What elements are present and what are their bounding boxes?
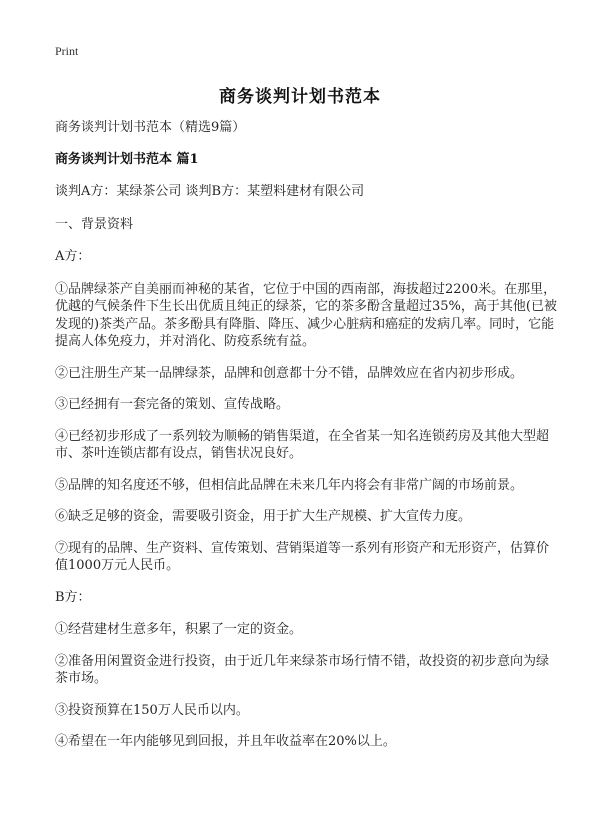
party-b-item: ①经营建材生意多年，积累了一定的资金。 <box>55 622 303 637</box>
party-b-item: ③投资预算在150万人民币以内。 <box>55 702 249 718</box>
party-a-label: A方： <box>55 249 91 264</box>
party-a-item: ⑥缺乏足够的资金，需要吸引资金，用于扩大生产规模、扩大宣传力度。 <box>55 509 472 524</box>
party-a-item: ①品牌绿茶产自美丽而神秘的某省，它位于中国的西南部，海拔超过2200米。在那里，优越的气候条件下生长出优质且纯正的绿茶，它的茶多酚含量超过35%，高于其他(已被发现的)茶类产品。茶多酚具有降脂、降压、减少心脏病和癌症的发病几率。同时，它能提高人体免疫力，并对消化、防疫系统有益。 <box>55 281 557 349</box>
party-b-label: B方： <box>55 589 91 605</box>
party-a-item: ②已注册生产某一品牌绿茶，品牌和创意都十分不错，品牌效应在省内初步形成。 <box>55 365 524 381</box>
print-link[interactable]: Print <box>55 44 79 58</box>
background-heading: 一、背景资料 <box>55 216 134 232</box>
document-title: 商务谈判计划书范本 <box>219 87 381 107</box>
party-a-item: ⑦现有的品牌、生产资料、宣传策划、营销渠道等一系列有形资产和无形资产，估算价值1000万元人民币。 <box>55 540 550 573</box>
party-a-item: ④已经初步形成了一系列较为顺畅的销售渠道，在全省某一知名连锁药房及其他大型超市、茶叶连锁店都有设点，销售状况良好。 <box>55 428 550 461</box>
section-title: 商务谈判计划书范本 篇1 <box>55 151 199 167</box>
document-subtitle: 商务谈判计划书范本（精选9篇） <box>55 120 246 135</box>
document-body <box>55 119 560 765</box>
party-a-item: ⑤品牌的知名度还不够，但相信此品牌在未来几年内将会有非常广阔的市场前景。 <box>55 477 524 493</box>
party-a-item: ③已经拥有一套完备的策划、宣传战略。 <box>55 397 290 412</box>
party-b-item: ④希望在一年内能够见到回报，并且年收益率在20%以上。 <box>55 734 396 749</box>
party-b-item: ②准备用闲置资金进行投资，由于近几年来绿茶市场行情不错，故投资的初步意向为绿茶市场。 <box>55 653 550 686</box>
negotiation-parties: 谈判A方：某绿茶公司 谈判B方：某塑料建材有限公司 <box>55 184 365 199</box>
